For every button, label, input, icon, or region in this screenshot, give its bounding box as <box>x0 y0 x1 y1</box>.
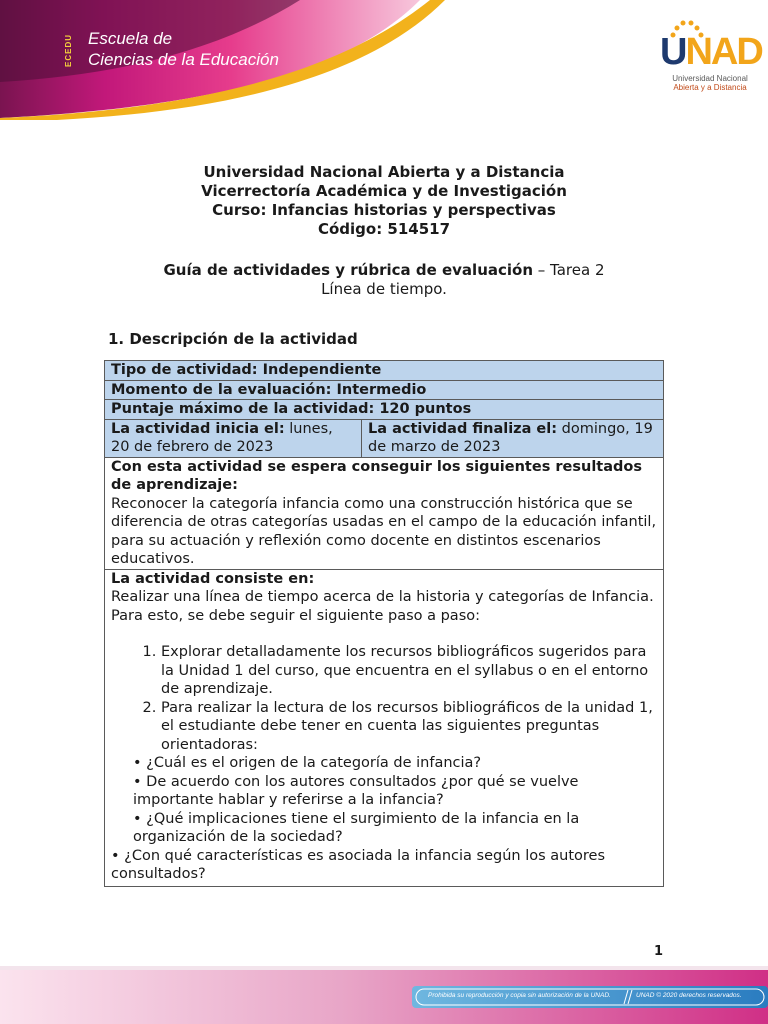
table-row <box>105 361 664 381</box>
evaluation-moment: Momento de la evaluación: Intermedio <box>105 380 664 400</box>
learning-outcomes: Con esta actividad se espera conseguir los siguientes resultados de aprendizaje: Reconocer la categoría infancia como una construcción histórica que se diferencia de otras categorías usadas en el campo de la educación infantil, para su actuación y reflexión como docente en distintos escenarios educativos. <box>105 457 664 569</box>
end-date: La actividad finaliza el: domingo, 19 de marzo de 2023 <box>362 419 664 457</box>
unad-logo: UNAD Universidad Nacional Abierta y a Distancia <box>660 31 762 92</box>
question-item: • De acuerdo con los autores consultados ¿por qué se vuelve importante hablar y referirse a la infancia? <box>133 773 579 808</box>
list-item: 2. Para realizar la lectura de los recursos bibliográficos de la unidad 1, el estudiante debe tener en cuenta las siguientes preguntas orientadoras: <box>161 699 657 755</box>
start-date: La actividad inicia el: lunes, 20 de febrero de 2023 <box>105 419 362 457</box>
table-row <box>105 380 664 400</box>
activity-table <box>104 360 664 887</box>
section-title: 1. Descripción de la actividad <box>108 330 358 348</box>
question-item: • ¿Qué implicaciones tiene el surgimiento de la infancia en la organización de la sociedad? <box>133 810 580 845</box>
course-code: Código: 514517 <box>317 220 451 238</box>
course-name: Curso: Infancias historias y perspectivas <box>212 201 556 219</box>
list-item: 1. Explorar detalladamente los recursos bibliográficos sugeridos para la Unidad 1 del curso, que encuentra en el syllabus o en el entorno de aprendizaje. <box>161 643 657 699</box>
footer-copyright-notice: Prohibida su reproducción y copia sin autorización de la UNAD. <box>428 992 611 999</box>
max-score: Puntaje máximo de la actividad: 120 puntos <box>105 400 664 420</box>
guide-title: Guía de actividades y rúbrica de evaluación – Tarea 2 Línea de tiempo. <box>163 261 605 298</box>
school-name: Escuela de Ciencias de la Educación <box>88 29 279 69</box>
document-header <box>100 163 668 239</box>
table-row <box>105 569 664 886</box>
university-name: Universidad Nacional Abierta y a Distancia <box>203 163 565 181</box>
page-number: 1 <box>654 944 664 959</box>
activity-type: Tipo de actividad: Independiente <box>105 361 664 381</box>
steps-list <box>111 643 657 754</box>
activity-description: La actividad consiste en: Realizar una línea de tiempo acerca de la historia y categorías de Infancia. Para esto, se debe seguir el siguiente paso a paso: 1. Explorar detalladamente los recursos bibliográficos sugeridos para la Unidad 1 del curso, que encuentra en el syllabus o en el entorno de aprendizaje. 2. Para realizar la lectura de los recursos bibliográficos de la unidad 1, el estudiante debe tener en cuenta las siguientes preguntas orientadoras: • ¿Cuál es el origen de la categoría de infancia? • De acuerdo con los autores consultados ¿por qué se vuelve importante hablar y referirse a la infancia? • ¿Qué implicaciones tiene el surgimiento de la infancia en la organización de la sociedad? • ¿Con qué características es asociada la infancia según los autores consultados? <box>105 569 664 886</box>
ecedu-tag: ECEDU <box>64 33 73 67</box>
table-row <box>105 400 664 420</box>
question-item: • ¿Con qué características es asociada la infancia según los autores consultados? <box>111 847 606 882</box>
table-row <box>105 457 664 569</box>
vice-rectory: Vicerrectoría Académica y de Investigación <box>201 182 567 200</box>
question-item: • ¿Cuál es el origen de la categoría de infancia? <box>133 755 482 771</box>
table-row <box>105 419 664 457</box>
footer-rights: UNAD © 2020 derechos reservados. <box>636 992 742 999</box>
